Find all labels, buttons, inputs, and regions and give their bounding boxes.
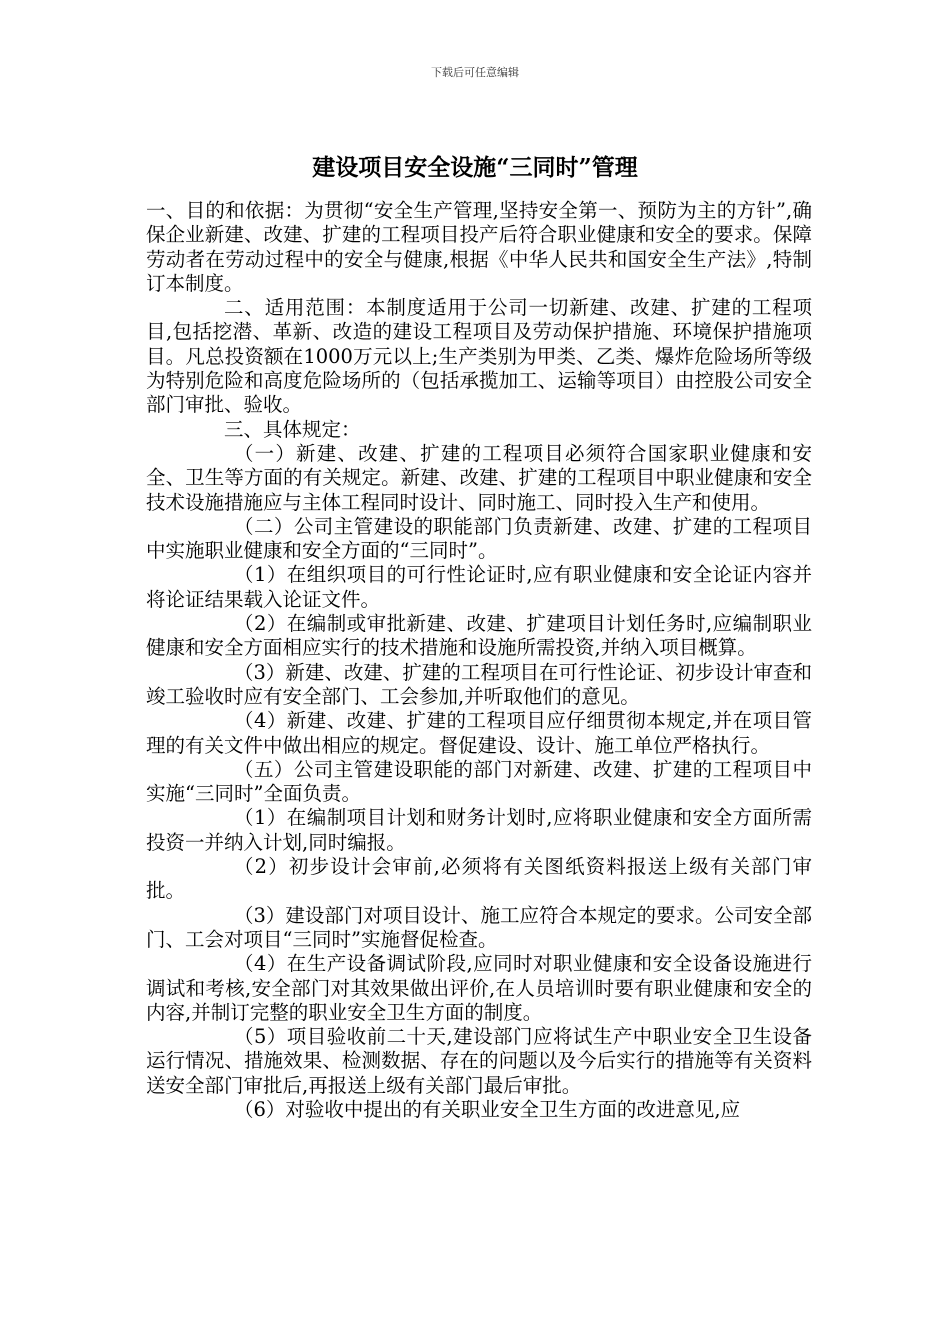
document-title: 建设项目安全设施“三同时”管理 bbox=[312, 154, 638, 181]
paragraph-provision-5-item-4: （4）在生产设备调试阶段,应同时对职业健康和安全设备设施进行调试和考核,安全部门对其效果做出评价,在人员培训时要有职业健康和安全的内容,并制订完整的职业安全卫生方面的制度。 bbox=[146, 952, 812, 1024]
paragraph-provision-2-item-1: （1）在组织项目的可行性论证时,应有职业健康和安全论证内容并将论证结果载入论证文件。 bbox=[146, 563, 812, 611]
paragraph-provision-5-item-1: （1）在编制项目计划和财务计划时,应将职业健康和安全方面所需投资一并纳入计划,同时编报。 bbox=[146, 806, 812, 854]
paragraph-provision-1: （一）新建、改建、扩建的工程项目必须符合国家职业健康和安全、卫生等方面的有关规定。新建、改建、扩建的工程项目中职业健康和安全技术设施措施应与主体工程同时设计、同时施工、同时投入生产和使用。 bbox=[146, 441, 812, 514]
paragraph-provision-5-item-5: （5）项目验收前二十天,建设部门应将试生产中职业安全卫生设备运行情况、措施效果、检测数据、存在的问题以及今后实行的措施等有关资料送安全部门审批后,再报送上级有关部门最后审批。 bbox=[146, 1025, 812, 1097]
paragraph-provision-2-item-4: （4）新建、改建、扩建的工程项目应仔细贯彻本规定,并在项目管理的有关文件中做出相应的规定。督促建设、设计、施工单位严格执行。 bbox=[146, 709, 812, 757]
paragraph-provisions-heading: 三、具体规定： bbox=[224, 417, 361, 441]
paragraph-provision-5-item-2: （2）初步设计会审前,必须将有关图纸资料报送上级有关部门审批。 bbox=[146, 855, 812, 903]
paragraph-provision-5-item-3: （3）建设部门对项目设计、施工应符合本规定的要求。公司安全部门、工会对项目“三同时”实施督促检查。 bbox=[146, 903, 812, 951]
paragraph-provision-2-item-2: （2）在编制或审批新建、改建、扩建项目计划任务时,应编制职业健康和安全方面相应实行的技术措施和设施所需投资,并纳入项目概算。 bbox=[146, 612, 812, 660]
paragraph-provision-2-item-3: （3）新建、改建、扩建的工程项目在可行性论证、初步设计审查和竣工验收时应有安全部门、工会参加,并听取他们的意见。 bbox=[146, 660, 812, 708]
paragraph-provision-5-item-6: （6）对验收中提出的有关职业安全卫生方面的改进意见,应 bbox=[234, 1097, 741, 1121]
paragraph-scope: 二、适用范围：本制度适用于公司一切新建、改建、扩建的工程项目,包括挖潜、革新、改造的建设工程项目及劳动保护措施、环境保护措施项目。凡总投资额在1000万元以上;生产类别为甲类、乙类、爆炸危险场所等级为特别危险和高度危险场所的（包括承揽加工、运输等项目）由控股公司安全部门审批、验收。 bbox=[146, 296, 812, 417]
paragraph-purpose: 一、目的和依据：为贯彻“安全生产管理,坚持安全第一、预防为主的方针”,确保企业新建、改建、扩建的工程项目投产后符合职业健康和安全的要求。保障劳动者在劳动过程中的安全与健康,根据《中华人民共和国安全生产法》,特制订本制度。 bbox=[146, 199, 812, 295]
paragraph-provision-5: （五）公司主管建设职能的部门对新建、改建、扩建的工程项目中实施“三同时”全面负责。 bbox=[146, 757, 812, 806]
paragraph-provision-2: （二）公司主管建设的职能部门负责新建、改建、扩建的工程项目中实施职业健康和安全方面的“三同时”。 bbox=[146, 514, 812, 563]
document-body bbox=[146, 199, 812, 1122]
header-note: 下载后可任意编辑 bbox=[431, 66, 519, 79]
